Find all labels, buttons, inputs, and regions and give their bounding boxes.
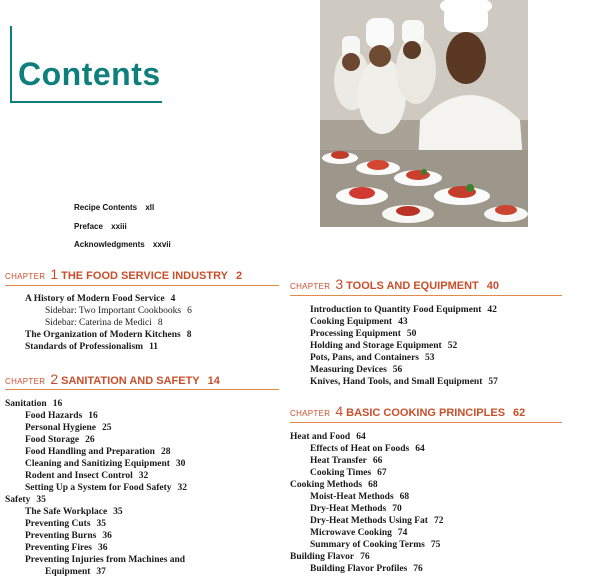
toc-entry-text: Effects of Heat on Foods bbox=[310, 444, 410, 454]
toc-entry-page: 75 bbox=[430, 540, 441, 550]
toc-entry-text: Personal Hygiene bbox=[25, 423, 96, 433]
toc-entry[interactable] bbox=[25, 411, 98, 421]
toc-entry[interactable] bbox=[25, 555, 185, 565]
toc-entry-text: Dry-Heat Methods Using Fat bbox=[310, 516, 428, 526]
toc-entry-text: Sanitation bbox=[5, 399, 47, 409]
toc-entry-page: 6 bbox=[187, 306, 192, 316]
toc-entry[interactable] bbox=[310, 353, 435, 363]
chapter-3-rule bbox=[290, 295, 562, 296]
front-matter-page: xxvii bbox=[152, 240, 171, 249]
toc-entry-page: 64 bbox=[415, 444, 425, 454]
toc-entry-text: Processing Equipment bbox=[310, 329, 401, 339]
chapter-number: 1 bbox=[50, 266, 59, 282]
toc-entry[interactable] bbox=[25, 471, 148, 481]
toc-entry[interactable] bbox=[5, 399, 62, 409]
toc-entry-text: Heat Transfer bbox=[310, 456, 367, 466]
toc-entry-text: The Organization of Modern Kitchens bbox=[25, 330, 181, 340]
chapter-2-heading[interactable] bbox=[5, 371, 220, 389]
toc-entry[interactable] bbox=[310, 329, 416, 339]
toc-entry-text: Microwave Cooking bbox=[310, 528, 392, 538]
toc-entry[interactable] bbox=[25, 543, 107, 553]
toc-entry-page: 74 bbox=[397, 528, 408, 538]
toc-entry-page: 37 bbox=[96, 567, 106, 577]
toc-entry-text: Safety bbox=[5, 495, 31, 505]
title-accent-underline bbox=[10, 101, 162, 103]
toc-entry-text: Summary of Cooking Terms bbox=[310, 540, 425, 550]
toc-entry-text: Cooking Equipment bbox=[310, 317, 393, 327]
front-matter-preface[interactable] bbox=[74, 222, 127, 231]
toc-entry[interactable] bbox=[25, 294, 175, 304]
toc-entry[interactable] bbox=[25, 447, 170, 457]
chapter-page: 40 bbox=[486, 280, 499, 292]
toc-entry[interactable] bbox=[5, 495, 46, 505]
toc-entry-page: 16 bbox=[88, 411, 98, 421]
toc-entry-text: Standards of Professionalism bbox=[25, 342, 144, 352]
toc-entry-text: Food Handling and Preparation bbox=[25, 447, 155, 457]
toc-entry-page: 67 bbox=[377, 468, 387, 478]
toc-entry-text: Food Hazards bbox=[25, 411, 83, 421]
toc-entry[interactable] bbox=[25, 531, 112, 541]
toc-entry-text: Food Storage bbox=[25, 435, 80, 445]
toc-entry-page: 26 bbox=[85, 435, 95, 445]
toc-entry[interactable] bbox=[310, 504, 402, 514]
chapter-title: TOOLS AND EQUIPMENT bbox=[346, 280, 479, 292]
toc-entry-text: Cleaning and Sanitizing Equipment bbox=[25, 459, 170, 469]
toc-entry[interactable] bbox=[310, 365, 402, 375]
toc-entry[interactable] bbox=[25, 459, 185, 469]
chapter-page: 2 bbox=[235, 270, 243, 282]
front-matter-acknowledgments[interactable] bbox=[74, 240, 171, 249]
toc-entry-page: 11 bbox=[149, 342, 159, 352]
toc-entry[interactable] bbox=[25, 342, 158, 352]
toc-entry[interactable] bbox=[310, 444, 425, 454]
toc-entry[interactable] bbox=[310, 468, 387, 478]
toc-entry-text: Measuring Devices bbox=[310, 365, 387, 375]
toc-entry-text: Preventing Fires bbox=[25, 543, 92, 553]
chapter-number: 2 bbox=[50, 371, 59, 387]
toc-entry-page: 30 bbox=[175, 459, 186, 469]
toc-entry[interactable] bbox=[310, 564, 423, 574]
toc-entry-page: 68 bbox=[368, 480, 378, 490]
toc-entry-text: Introduction to Quantity Food Equipment bbox=[310, 305, 482, 315]
chapter-2-rule bbox=[5, 389, 279, 390]
toc-entry-text: Moist-Heat Methods bbox=[310, 492, 394, 502]
toc-entry-page: 35 bbox=[36, 495, 46, 505]
toc-entry-page: 57 bbox=[488, 377, 498, 387]
chapter-number: 3 bbox=[335, 276, 344, 292]
toc-entry-page: 56 bbox=[392, 365, 403, 375]
toc-entry-text: Preventing Cuts bbox=[25, 519, 91, 529]
toc-entry[interactable] bbox=[310, 377, 498, 387]
toc-entry-page: 35 bbox=[113, 507, 123, 517]
toc-entry[interactable] bbox=[45, 306, 192, 316]
toc-entry-page: 68 bbox=[399, 492, 410, 502]
toc-entry[interactable] bbox=[310, 528, 407, 538]
toc-entry-page: 43 bbox=[398, 317, 408, 327]
toc-entry[interactable] bbox=[25, 483, 187, 493]
front-matter-label: Preface bbox=[74, 222, 103, 231]
toc-entry-text: Building Flavor Profiles bbox=[310, 564, 408, 574]
toc-entry-text: A History of Modern Food Service bbox=[25, 294, 165, 304]
toc-entry-page: 52 bbox=[447, 341, 458, 351]
toc-entry-text: Equipment bbox=[45, 567, 91, 577]
toc-entry-page: 28 bbox=[160, 447, 171, 457]
front-matter-recipe-contents[interactable] bbox=[74, 203, 154, 212]
toc-entry-text: Cooking Methods bbox=[290, 480, 363, 490]
toc-entry[interactable] bbox=[310, 540, 440, 550]
toc-entry-page: 36 bbox=[97, 543, 108, 553]
title-accent-vertical bbox=[10, 26, 12, 102]
toc-entry-text: Pots, Pans, and Containers bbox=[310, 353, 419, 363]
toc-entry[interactable] bbox=[310, 456, 382, 466]
toc-entry-page: 16 bbox=[52, 399, 63, 409]
toc-entry-text: Preventing Injuries from Machines and bbox=[25, 555, 186, 565]
toc-entry[interactable] bbox=[25, 330, 191, 340]
toc-entry-page: 76 bbox=[413, 564, 423, 574]
front-matter-label: Recipe Contents bbox=[74, 203, 138, 212]
toc-entry[interactable] bbox=[310, 317, 408, 327]
chefs-plating-photo bbox=[320, 0, 528, 227]
toc-entry[interactable] bbox=[310, 516, 443, 526]
front-matter-page: xxiii bbox=[111, 222, 127, 231]
page-title: Contents bbox=[18, 56, 161, 92]
toc-entry-page: 70 bbox=[392, 504, 402, 514]
toc-entry[interactable] bbox=[310, 492, 409, 502]
toc-entry-page: 64 bbox=[356, 432, 366, 442]
toc-entry-page: 72 bbox=[433, 516, 444, 526]
chefs-plating-illustration bbox=[320, 0, 528, 227]
toc-entry-page: 42 bbox=[487, 305, 497, 315]
toc-entry-page: 35 bbox=[96, 519, 107, 529]
toc-entry[interactable] bbox=[290, 552, 370, 562]
toc-entry-page: 66 bbox=[372, 456, 383, 466]
chapter-1-heading[interactable] bbox=[5, 266, 242, 284]
toc-entry[interactable] bbox=[310, 341, 457, 351]
toc-entry-text: Heat and Food bbox=[290, 432, 351, 442]
chapter-4-rule bbox=[290, 422, 562, 423]
front-matter-page: xll bbox=[145, 203, 155, 212]
chapter-page: 14 bbox=[207, 375, 220, 387]
chapter-title: BASIC COOKING PRINCIPLES bbox=[346, 407, 506, 419]
chapter-number: 4 bbox=[335, 403, 344, 419]
front-matter-label: Acknowledgments bbox=[74, 240, 145, 249]
toc-entry[interactable] bbox=[45, 318, 163, 328]
toc-entry[interactable] bbox=[25, 423, 111, 433]
toc-entry-page: 50 bbox=[406, 329, 417, 339]
toc-entry-text: Preventing Burns bbox=[25, 531, 97, 541]
toc-entry-page: 36 bbox=[102, 531, 112, 541]
toc-entry-page: 32 bbox=[177, 483, 188, 493]
chapter-4-heading[interactable] bbox=[290, 403, 525, 421]
toc-entry[interactable] bbox=[290, 432, 366, 442]
toc-entry[interactable] bbox=[25, 519, 106, 529]
toc-entry-page: 8 bbox=[186, 330, 192, 340]
chapter-word: CHAPTER bbox=[290, 282, 331, 291]
chapter-3-heading[interactable] bbox=[290, 276, 499, 294]
chapter-1-rule bbox=[5, 285, 279, 286]
toc-entry-page: 8 bbox=[157, 318, 163, 328]
toc-entry[interactable] bbox=[25, 435, 95, 445]
toc-entry[interactable] bbox=[45, 567, 106, 577]
chapter-word: CHAPTER bbox=[5, 272, 46, 281]
toc-entry-page: 4 bbox=[170, 294, 176, 304]
toc-entry-page: 32 bbox=[138, 471, 149, 481]
toc-entry-text: Rodent and Insect Control bbox=[25, 471, 133, 481]
chapter-page: 62 bbox=[513, 407, 526, 419]
chapter-title: SANITATION AND SAFETY bbox=[61, 375, 200, 387]
toc-entry-text: Sidebar: Caterina de Medici bbox=[45, 318, 152, 328]
toc-entry-text: Holding and Storage Equipment bbox=[310, 341, 442, 351]
chapter-title: THE FOOD SERVICE INDUSTRY bbox=[61, 270, 228, 282]
toc-entry-text: Building Flavor bbox=[290, 552, 355, 562]
toc-entry-page: 76 bbox=[360, 552, 370, 562]
toc-entry[interactable] bbox=[290, 480, 378, 490]
toc-entry-text: Knives, Hand Tools, and Small Equipment bbox=[310, 377, 483, 387]
toc-entry-text: Sidebar: Two Important Cookbooks bbox=[45, 306, 182, 316]
toc-entry-page: 25 bbox=[101, 423, 112, 433]
toc-entry-text: Setting Up a System for Food Safety bbox=[25, 483, 172, 493]
toc-entry-text: Cooking Times bbox=[310, 468, 372, 478]
toc-entry[interactable] bbox=[25, 507, 123, 517]
toc-entry-text: The Safe Workplace bbox=[25, 507, 108, 517]
chapter-word: CHAPTER bbox=[5, 377, 46, 386]
chapter-word: CHAPTER bbox=[290, 409, 331, 418]
toc-entry-text: Dry-Heat Methods bbox=[310, 504, 387, 514]
toc-entry-page: 53 bbox=[425, 353, 435, 363]
toc-entry[interactable] bbox=[310, 305, 497, 315]
